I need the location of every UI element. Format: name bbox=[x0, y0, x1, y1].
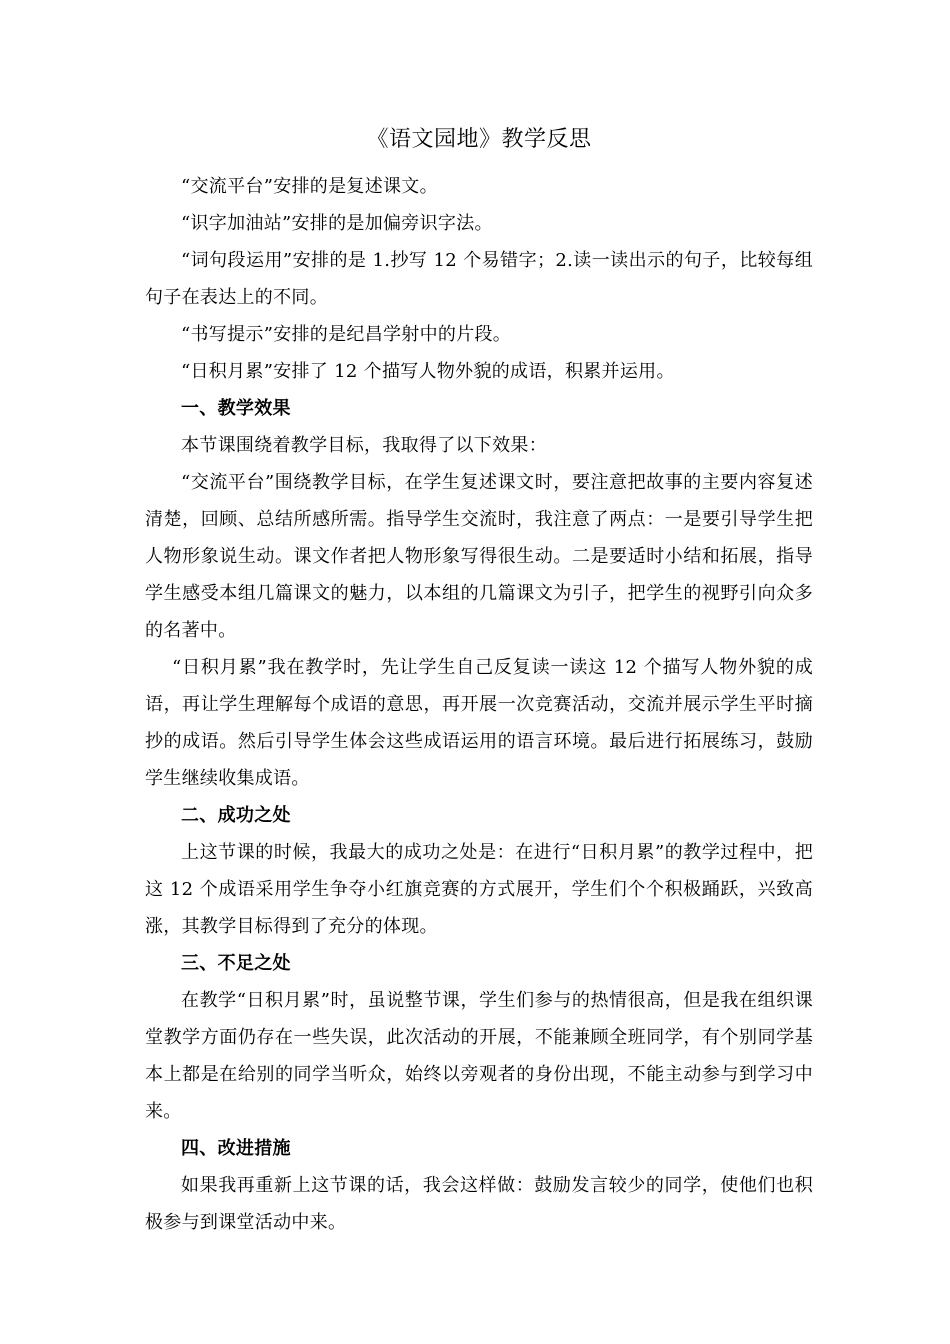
section-paragraph: 在教学“日积月累”时，虽说整节课，学生们参与的热情很高，但是我在组织课堂教学方面仍存在一些失误，此次活动的开展，不能兼顾全班同学，有个别同学基本上都是在给别的同学当听众，始终以旁观者的身份出现，不能主动参与到学习中来。 bbox=[145, 990, 813, 1122]
document-page bbox=[145, 122, 813, 1241]
intro-paragraph: “日积月累”安排了 12 个描写人物外貌的成语，积累并运用。 bbox=[181, 361, 675, 382]
section-heading: 四、改进措施 bbox=[181, 1138, 291, 1159]
section-heading: 三、不足之处 bbox=[181, 953, 291, 974]
section-paragraph: “日积月累”我在教学时，先让学生自己反复读一读这 12 个描写人物外貌的成语，再让学生理解每个成语的意思，再开展一次竞赛活动，交流并展示学生平时摘抄的成语。然后引导学生体会这些成语运用的语言环境。最后进行拓展练习，鼓励学生继续收集成语。 bbox=[145, 657, 813, 789]
section-heading: 一、教学效果 bbox=[181, 398, 291, 419]
intro-paragraph: “识字加油站”安排的是加偏旁识字法。 bbox=[181, 213, 493, 234]
intro-paragraph: “词句段运用”安排的是 1.抄写 12 个易错字；2.读一读出示的句子，比较每组句子在表达上的不同。 bbox=[145, 250, 813, 308]
section-paragraph: “交流平台”围绕教学目标，在学生复述课文时，要注意把故事的主要内容复述清楚，回顾、总结所感所需。指导学生交流时，我注意了两点：一是要引导学生把人物形象说生动。课文作者把人物形象写得很生动。二是要适时小结和拓展，指导学生感受本组几篇课文的魅力，以本组的几篇课文为引子，把学生的视野引向众多的名著中。 bbox=[145, 472, 813, 641]
intro-paragraph: “交流平台”安排的是复述课文。 bbox=[181, 176, 438, 197]
intro-paragraph: “书写提示”安排的是纪昌学射中的片段。 bbox=[181, 324, 512, 345]
section-paragraph: 本节课围绕着教学目标，我取得了以下效果： bbox=[181, 435, 547, 456]
section-paragraph: 如果我再重新上这节课的话，我会这样做：鼓励发言较少的同学，使他们也积极参与到课堂活动中来。 bbox=[145, 1175, 813, 1233]
section-heading: 二、成功之处 bbox=[181, 805, 291, 826]
document-title: 《语文园地》教学反思 bbox=[366, 127, 592, 152]
section-paragraph: 上这节课的时候，我最大的成功之处是：在进行“日积月累”的教学过程中，把这 12 个成语采用学生争夺小红旗竞赛的方式展开，学生们个个积极踊跃，兴致高涨，其教学目标得到了充分的体现。 bbox=[145, 842, 813, 937]
